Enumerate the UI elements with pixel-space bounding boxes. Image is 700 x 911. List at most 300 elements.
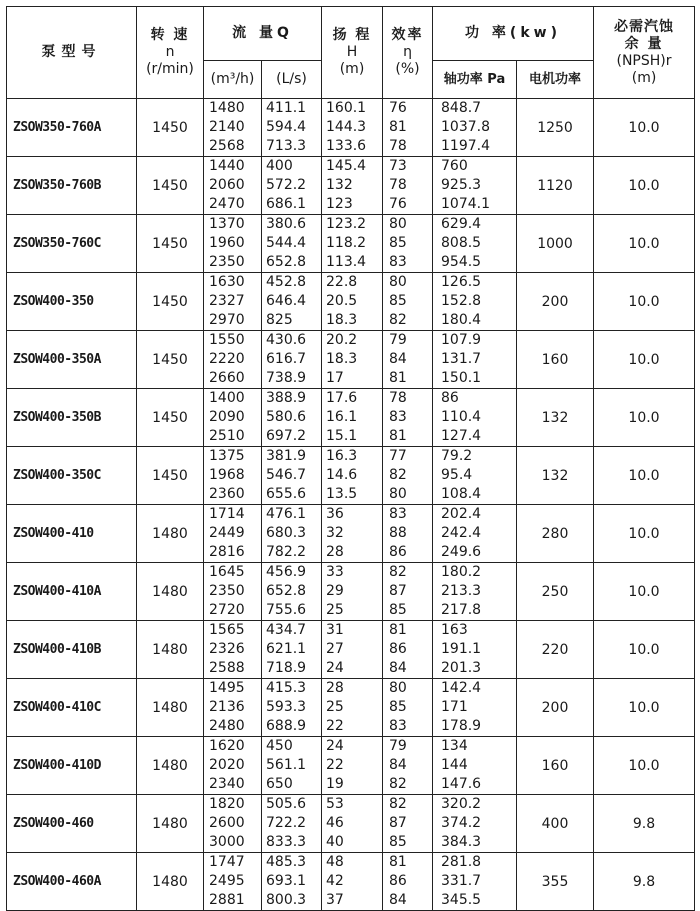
table-row: [7, 795, 695, 853]
head-cell-entry: 133.6: [326, 138, 367, 154]
flow-m3h-cell-entry: 1550: [209, 332, 245, 348]
shaft-power-cell-entry: 95.4: [441, 467, 473, 483]
head-cell-entry: 37: [326, 892, 344, 908]
table-row: [7, 157, 695, 215]
table-row: [7, 389, 695, 447]
shaft-power-cell-entry: 202.4: [441, 506, 482, 522]
flow-m3h-cell-entry: 2140: [209, 119, 245, 135]
efficiency-cell: [383, 737, 433, 795]
npsh-value: 10.0: [594, 621, 695, 679]
efficiency-cell: [383, 795, 433, 853]
efficiency-cell-entry: 83: [389, 506, 407, 522]
efficiency-cell-entry: 73: [389, 158, 407, 174]
flow-m3h-cell-entry: 2350: [209, 583, 245, 599]
flow-m3h-cell-entry: 2136: [209, 699, 245, 715]
flow-m3h-cell-entry: 2449: [209, 525, 245, 541]
shaft-power-cell: [433, 795, 517, 853]
efficiency-cell: [383, 273, 433, 331]
table-row: [7, 505, 695, 563]
header-speed: 转 速 n (r/min): [137, 7, 204, 99]
shaft-power-cell-entry: 1037.8: [441, 119, 490, 135]
flow-m3h-cell: [204, 215, 262, 273]
npsh-value: 10.0: [594, 215, 695, 273]
speed-value: 1480: [137, 737, 204, 795]
shaft-power-cell-entry: 760: [441, 158, 468, 174]
table-body: [7, 99, 695, 911]
head-cell-entry: 145.4: [326, 158, 367, 174]
efficiency-cell-entry: 78: [389, 390, 407, 406]
flow-ls-cell-entry: 616.7: [266, 351, 307, 367]
flow-m3h-cell: [204, 853, 262, 911]
shaft-power-cell-entry: 108.4: [441, 486, 482, 502]
flow-ls-cell: [262, 853, 322, 911]
flow-m3h-cell-entry: 1820: [209, 796, 245, 812]
flow-m3h-cell-entry: 2060: [209, 177, 245, 193]
flow-ls-cell-entry: 621.1: [266, 641, 307, 657]
table-row: [7, 679, 695, 737]
head-cell-entry: 16.3: [326, 448, 358, 464]
shaft-power-cell-entry: 629.4: [441, 216, 482, 232]
flow-ls-cell-entry: 646.4: [266, 293, 307, 309]
head-cell: [322, 157, 383, 215]
efficiency-cell-entry: 83: [389, 254, 407, 270]
shaft-power-cell-entry: 180.4: [441, 312, 482, 328]
table-row: [7, 737, 695, 795]
flow-m3h-cell: [204, 679, 262, 737]
npsh-value: 10.0: [594, 563, 695, 621]
table-row: [7, 563, 695, 621]
flow-ls-cell-entry: 655.6: [266, 486, 307, 502]
motor-power-value: 280: [517, 505, 594, 563]
flow-m3h-cell-entry: 1645: [209, 564, 245, 580]
flow-ls-cell-entry: 400: [266, 158, 293, 174]
speed-value: 1480: [137, 795, 204, 853]
efficiency-cell-entry: 80: [389, 486, 407, 502]
efficiency-cell-entry: 84: [389, 892, 407, 908]
npsh-value: 10.0: [594, 737, 695, 795]
flow-m3h-cell-entry: 1370: [209, 216, 245, 232]
efficiency-cell-entry: 85: [389, 602, 407, 618]
efficiency-cell-entry: 80: [389, 216, 407, 232]
efficiency-cell-entry: 81: [389, 622, 407, 638]
table-row: [7, 447, 695, 505]
head-cell-entry: 22.8: [326, 274, 358, 290]
flow-ls-cell-entry: 755.6: [266, 602, 307, 618]
motor-power-value: 1000: [517, 215, 594, 273]
flow-ls-cell-entry: 456.9: [266, 564, 307, 580]
head-cell-entry: 19: [326, 776, 344, 792]
flow-ls-cell-entry: 650: [266, 776, 293, 792]
pump-model: ZSOW400-410: [7, 505, 137, 563]
head-cell-entry: 144.3: [326, 119, 367, 135]
speed-value: 1450: [137, 273, 204, 331]
head-cell-entry: 31: [326, 622, 344, 638]
flow-ls-cell: [262, 157, 322, 215]
pump-model: ZSOW400-410C: [7, 679, 137, 737]
table-row: [7, 99, 695, 157]
flow-m3h-cell-entry: 2568: [209, 138, 245, 154]
flow-ls-cell-entry: 688.9: [266, 718, 307, 734]
shaft-power-cell-entry: 954.5: [441, 254, 482, 270]
shaft-power-cell-entry: 201.3: [441, 660, 482, 676]
head-cell: [322, 795, 383, 853]
flow-m3h-cell-entry: 1375: [209, 448, 245, 464]
flow-ls-cell: [262, 331, 322, 389]
efficiency-cell-entry: 87: [389, 583, 407, 599]
shaft-power-cell-entry: 1074.1: [441, 196, 490, 212]
flow-ls-cell-entry: 415.3: [266, 680, 307, 696]
header-efficiency: 效率 η (%): [383, 7, 433, 99]
efficiency-cell-entry: 79: [389, 332, 407, 348]
flow-m3h-cell-entry: 2220: [209, 351, 245, 367]
header-npsh: 必需汽蚀 余 量 (NPSH)r (m): [594, 7, 695, 99]
head-cell: [322, 447, 383, 505]
flow-ls-cell-entry: 434.7: [266, 622, 307, 638]
flow-ls-cell-entry: 450: [266, 738, 293, 754]
flow-m3h-cell-entry: 2510: [209, 428, 245, 444]
shaft-power-cell: [433, 563, 517, 621]
npsh-value: 10.0: [594, 99, 695, 157]
flow-ls-cell-entry: 713.3: [266, 138, 307, 154]
shaft-power-cell-entry: 331.7: [441, 873, 482, 889]
shaft-power-cell-entry: 242.4: [441, 525, 482, 541]
shaft-power-cell: [433, 737, 517, 795]
flow-m3h-cell-entry: 2881: [209, 892, 245, 908]
flow-m3h-cell-entry: 2480: [209, 718, 245, 734]
header-power: 功 率(kw): [433, 7, 594, 61]
flow-m3h-cell-entry: 2970: [209, 312, 245, 328]
header-flow-m3h: (m³/h): [204, 61, 262, 99]
flow-m3h-cell-entry: 2340: [209, 776, 245, 792]
pump-model: ZSOW400-350C: [7, 447, 137, 505]
shaft-power-cell-entry: 134: [441, 738, 468, 754]
motor-power-value: 355: [517, 853, 594, 911]
shaft-power-cell-entry: 808.5: [441, 235, 482, 251]
head-cell-entry: 28: [326, 544, 344, 560]
speed-value: 1480: [137, 621, 204, 679]
efficiency-cell-entry: 86: [389, 544, 407, 560]
shaft-power-cell: [433, 447, 517, 505]
efficiency-cell: [383, 331, 433, 389]
shaft-power-cell: [433, 99, 517, 157]
head-cell-entry: 20.5: [326, 293, 358, 309]
flow-ls-cell: [262, 563, 322, 621]
head-cell-entry: 27: [326, 641, 344, 657]
pump-spec-sheet: [6, 6, 694, 908]
efficiency-cell: [383, 215, 433, 273]
flow-ls-cell-entry: 388.9: [266, 390, 307, 406]
head-cell: [322, 679, 383, 737]
shaft-power-cell: [433, 853, 517, 911]
head-cell-entry: 24: [326, 738, 344, 754]
shaft-power-cell-entry: 152.8: [441, 293, 482, 309]
shaft-power-cell: [433, 331, 517, 389]
flow-m3h-cell-entry: 2020: [209, 757, 245, 773]
npsh-value: 9.8: [594, 853, 695, 911]
efficiency-cell-entry: 78: [389, 138, 407, 154]
flow-ls-cell-entry: 652.8: [266, 254, 307, 270]
flow-ls-cell-entry: 580.6: [266, 409, 307, 425]
head-cell-entry: 33: [326, 564, 344, 580]
head-cell: [322, 737, 383, 795]
efficiency-cell: [383, 505, 433, 563]
pump-model: ZSOW400-350B: [7, 389, 137, 447]
flow-ls-cell: [262, 99, 322, 157]
head-cell-entry: 22: [326, 757, 344, 773]
efficiency-cell: [383, 99, 433, 157]
shaft-power-cell-entry: 384.3: [441, 834, 482, 850]
head-cell-entry: 16.1: [326, 409, 358, 425]
head-cell-entry: 48: [326, 854, 344, 870]
shaft-power-cell: [433, 389, 517, 447]
npsh-value: 10.0: [594, 447, 695, 505]
speed-value: 1480: [137, 679, 204, 737]
efficiency-cell-entry: 84: [389, 660, 407, 676]
efficiency-cell-entry: 87: [389, 815, 407, 831]
flow-ls-cell-entry: 693.1: [266, 873, 307, 889]
head-cell: [322, 853, 383, 911]
head-cell-entry: 123: [326, 196, 353, 212]
efficiency-cell-entry: 80: [389, 680, 407, 696]
flow-ls-cell-entry: 718.9: [266, 660, 307, 676]
head-cell: [322, 215, 383, 273]
efficiency-cell-entry: 78: [389, 177, 407, 193]
pump-model: ZSOW400-350A: [7, 331, 137, 389]
flow-ls-cell-entry: 594.4: [266, 119, 307, 135]
shaft-power-cell-entry: 144: [441, 757, 468, 773]
flow-m3h-cell: [204, 157, 262, 215]
shaft-power-cell-entry: 110.4: [441, 409, 482, 425]
flow-m3h-cell-entry: 2350: [209, 254, 245, 270]
pump-model: ZSOW350-760B: [7, 157, 137, 215]
shaft-power-cell-entry: 320.2: [441, 796, 482, 812]
head-cell-entry: 123.2: [326, 216, 367, 232]
efficiency-cell-entry: 81: [389, 428, 407, 444]
speed-value: 1450: [137, 215, 204, 273]
efficiency-cell-entry: 81: [389, 370, 407, 386]
motor-power-value: 160: [517, 737, 594, 795]
flow-m3h-cell-entry: 1495: [209, 680, 245, 696]
table-row: [7, 621, 695, 679]
npsh-value: 9.8: [594, 795, 695, 853]
shaft-power-cell-entry: 191.1: [441, 641, 482, 657]
flow-ls-cell: [262, 679, 322, 737]
motor-power-value: 200: [517, 679, 594, 737]
flow-ls-cell-entry: 800.3: [266, 892, 307, 908]
flow-m3h-cell-entry: 1400: [209, 390, 245, 406]
shaft-power-cell-entry: 281.8: [441, 854, 482, 870]
efficiency-cell-entry: 85: [389, 293, 407, 309]
pump-model: ZSOW400-410D: [7, 737, 137, 795]
flow-m3h-cell-entry: 1747: [209, 854, 245, 870]
head-cell-entry: 32: [326, 525, 344, 541]
flow-m3h-cell-entry: 2495: [209, 873, 245, 889]
head-cell-entry: 28: [326, 680, 344, 696]
head-cell-entry: 15.1: [326, 428, 358, 444]
shaft-power-cell-entry: 213.3: [441, 583, 482, 599]
efficiency-cell-entry: 80: [389, 274, 407, 290]
motor-power-value: 132: [517, 447, 594, 505]
flow-ls-cell-entry: 411.1: [266, 100, 307, 116]
npsh-value: 10.0: [594, 273, 695, 331]
flow-ls-cell: [262, 621, 322, 679]
shaft-power-cell-entry: 147.6: [441, 776, 482, 792]
head-cell-entry: 13.5: [326, 486, 358, 502]
head-cell-entry: 25: [326, 602, 344, 618]
flow-m3h-cell: [204, 505, 262, 563]
efficiency-cell-entry: 83: [389, 409, 407, 425]
efficiency-cell: [383, 679, 433, 737]
efficiency-cell: [383, 389, 433, 447]
flow-ls-cell-entry: 381.9: [266, 448, 307, 464]
shaft-power-cell-entry: 150.1: [441, 370, 482, 386]
motor-power-value: 1120: [517, 157, 594, 215]
efficiency-cell-entry: 86: [389, 873, 407, 889]
flow-m3h-cell-entry: 1620: [209, 738, 245, 754]
flow-m3h-cell-entry: 3000: [209, 834, 245, 850]
efficiency-cell-entry: 82: [389, 796, 407, 812]
motor-power-value: 200: [517, 273, 594, 331]
head-cell-entry: 36: [326, 506, 344, 522]
head-cell-entry: 18.3: [326, 312, 358, 328]
flow-m3h-cell-entry: 2588: [209, 660, 245, 676]
flow-ls-cell-entry: 476.1: [266, 506, 307, 522]
head-cell-entry: 118.2: [326, 235, 367, 251]
motor-power-value: 250: [517, 563, 594, 621]
pump-model: ZSOW400-410A: [7, 563, 137, 621]
efficiency-cell: [383, 447, 433, 505]
table-row: [7, 273, 695, 331]
flow-m3h-cell: [204, 795, 262, 853]
efficiency-cell-entry: 81: [389, 119, 407, 135]
head-cell-entry: 132: [326, 177, 353, 193]
shaft-power-cell-entry: 126.5: [441, 274, 482, 290]
shaft-power-cell: [433, 215, 517, 273]
shaft-power-cell-entry: 142.4: [441, 680, 482, 696]
flow-m3h-cell: [204, 447, 262, 505]
flow-ls-cell-entry: 738.9: [266, 370, 307, 386]
efficiency-cell-entry: 77: [389, 448, 407, 464]
shaft-power-cell-entry: 345.5: [441, 892, 482, 908]
flow-m3h-cell-entry: 1968: [209, 467, 245, 483]
shaft-power-cell: [433, 157, 517, 215]
efficiency-cell-entry: 85: [389, 699, 407, 715]
flow-m3h-cell-entry: 2660: [209, 370, 245, 386]
head-cell-entry: 160.1: [326, 100, 367, 116]
efficiency-cell: [383, 621, 433, 679]
flow-ls-cell-entry: 782.2: [266, 544, 307, 560]
flow-ls-cell-entry: 561.1: [266, 757, 307, 773]
shaft-power-cell: [433, 273, 517, 331]
flow-m3h-cell: [204, 563, 262, 621]
flow-ls-cell-entry: 680.3: [266, 525, 307, 541]
efficiency-cell-entry: 83: [389, 718, 407, 734]
shaft-power-cell: [433, 505, 517, 563]
npsh-value: 10.0: [594, 679, 695, 737]
efficiency-cell-entry: 79: [389, 738, 407, 754]
flow-m3h-cell-entry: 1960: [209, 235, 245, 251]
flow-ls-cell: [262, 215, 322, 273]
head-cell: [322, 99, 383, 157]
speed-value: 1450: [137, 157, 204, 215]
flow-ls-cell-entry: 452.8: [266, 274, 307, 290]
speed-value: 1480: [137, 563, 204, 621]
npsh-value: 10.0: [594, 331, 695, 389]
table-row: [7, 215, 695, 273]
header-head: 扬 程 H (m): [322, 7, 383, 99]
flow-m3h-cell: [204, 737, 262, 795]
motor-power-value: 400: [517, 795, 594, 853]
flow-m3h-cell-entry: 2470: [209, 196, 245, 212]
head-cell-entry: 53: [326, 796, 344, 812]
shaft-power-cell-entry: 180.2: [441, 564, 482, 580]
head-cell: [322, 621, 383, 679]
flow-m3h-cell-entry: 2816: [209, 544, 245, 560]
shaft-power-cell-entry: 131.7: [441, 351, 482, 367]
shaft-power-cell-entry: 107.9: [441, 332, 482, 348]
pump-model: ZSOW350-760C: [7, 215, 137, 273]
flow-ls-cell-entry: 686.1: [266, 196, 307, 212]
flow-ls-cell: [262, 505, 322, 563]
flow-ls-cell: [262, 389, 322, 447]
flow-ls-cell-entry: 833.3: [266, 834, 307, 850]
shaft-power-cell-entry: 925.3: [441, 177, 482, 193]
efficiency-cell: [383, 563, 433, 621]
flow-ls-cell-entry: 593.3: [266, 699, 307, 715]
efficiency-cell-entry: 85: [389, 235, 407, 251]
flow-ls-cell-entry: 697.2: [266, 428, 307, 444]
shaft-power-cell-entry: 374.2: [441, 815, 482, 831]
flow-m3h-cell-entry: 1630: [209, 274, 245, 290]
efficiency-cell-entry: 82: [389, 467, 407, 483]
pump-model: ZSOW400-460A: [7, 853, 137, 911]
flow-ls-cell-entry: 572.2: [266, 177, 307, 193]
flow-ls-cell: [262, 273, 322, 331]
efficiency-cell-entry: 82: [389, 564, 407, 580]
npsh-value: 10.0: [594, 505, 695, 563]
efficiency-cell-entry: 76: [389, 196, 407, 212]
flow-m3h-cell-entry: 2326: [209, 641, 245, 657]
shaft-power-cell-entry: 127.4: [441, 428, 482, 444]
flow-ls-cell-entry: 544.4: [266, 235, 307, 251]
table-row: [7, 331, 695, 389]
shaft-power-cell-entry: 79.2: [441, 448, 473, 464]
head-cell-entry: 24: [326, 660, 344, 676]
flow-m3h-cell-entry: 1565: [209, 622, 245, 638]
shaft-power-cell-entry: 86: [441, 390, 459, 406]
speed-value: 1450: [137, 99, 204, 157]
head-cell-entry: 17.6: [326, 390, 358, 406]
flow-m3h-cell-entry: 2327: [209, 293, 245, 309]
head-cell-entry: 17: [326, 370, 344, 386]
motor-power-value: 220: [517, 621, 594, 679]
head-cell-entry: 40: [326, 834, 344, 850]
head-cell-entry: 18.3: [326, 351, 358, 367]
efficiency-cell-entry: 85: [389, 834, 407, 850]
flow-m3h-cell-entry: 1440: [209, 158, 245, 174]
head-cell-entry: 113.4: [326, 254, 367, 270]
head-cell-entry: 46: [326, 815, 344, 831]
flow-ls-cell-entry: 722.2: [266, 815, 307, 831]
efficiency-cell-entry: 81: [389, 854, 407, 870]
flow-ls-cell-entry: 485.3: [266, 854, 307, 870]
flow-m3h-cell-entry: 1714: [209, 506, 245, 522]
flow-m3h-cell: [204, 273, 262, 331]
flow-ls-cell-entry: 825: [266, 312, 293, 328]
shaft-power-cell-entry: 1197.4: [441, 138, 490, 154]
flow-ls-cell-entry: 380.6: [266, 216, 307, 232]
efficiency-cell-entry: 82: [389, 776, 407, 792]
